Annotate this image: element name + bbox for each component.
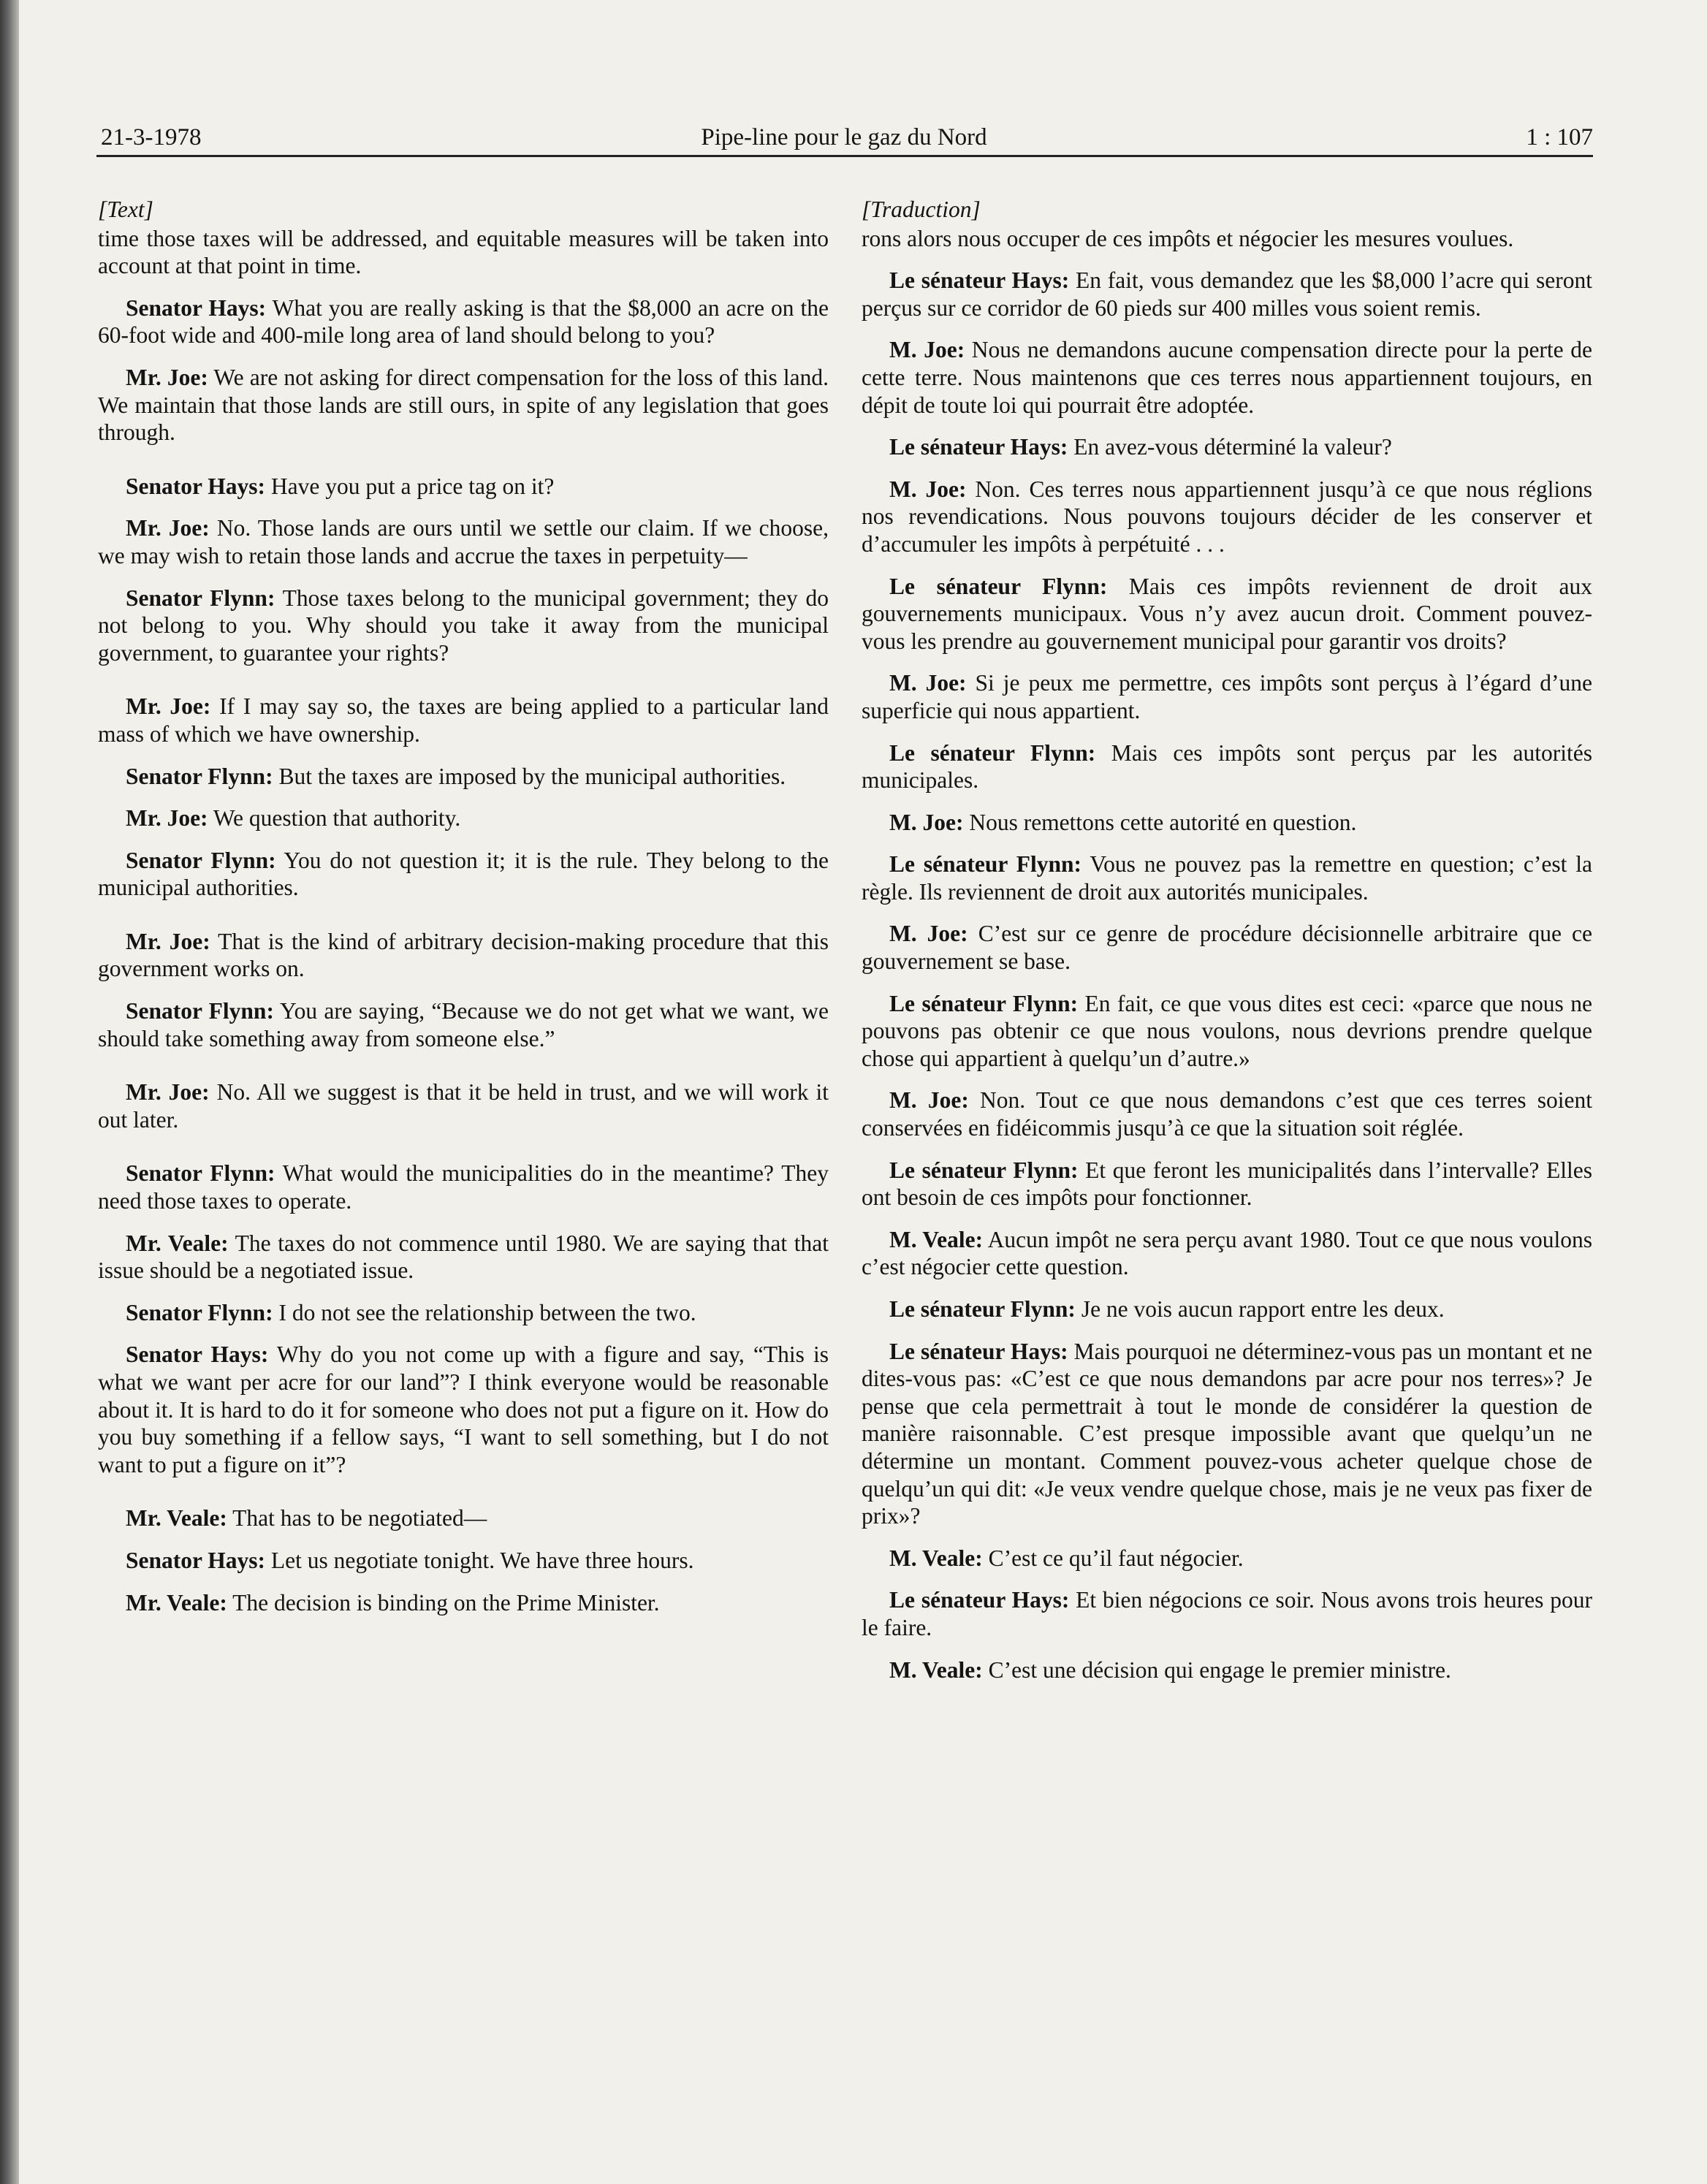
speaker-name: Senator Flynn: — [126, 1160, 275, 1187]
english-column — [98, 196, 829, 1631]
speaker-name: Mr. Joe: — [126, 1079, 210, 1106]
speech-text: We are not asking for direct compensation for the loss of this land. We maintain that those lands are still ours, in spite of any legislation that goes through. — [98, 364, 829, 446]
speaker-name: Senator Flynn: — [126, 847, 276, 873]
speech-text: En avez-vous déterminé la valeur? — [1068, 434, 1392, 460]
speech-paragraph — [98, 364, 829, 446]
speaker-name: Senator Hays: — [126, 1547, 266, 1573]
speaker-name: Mr. Veale: — [126, 1230, 229, 1256]
speech-paragraph — [98, 1230, 829, 1285]
speech-text: Et que feront les municipalités dans l’intervalle? Elles ont besoin de ces impôts pour fonctionner. — [862, 1157, 1592, 1211]
speaker-name: M. Joe: — [889, 809, 964, 835]
header-rule — [96, 155, 1593, 157]
speech-text: Nous remettons cette autorité en question. — [963, 809, 1357, 835]
speech-text: That has to be negotiated— — [227, 1505, 487, 1532]
language-label-text: Traduction — [870, 197, 972, 222]
speech-paragraph — [862, 920, 1592, 975]
speaker-name: Le sénateur Flynn: — [889, 851, 1082, 878]
speaker-name: M. Joe: — [889, 670, 967, 696]
speech-paragraph — [98, 847, 829, 902]
speaker-name: Le sénateur Hays: — [889, 434, 1068, 460]
speech-text: C’est sur ce genre de procédure décisionnelle arbitraire que ce gouvernement se base. — [862, 921, 1592, 975]
speech-text: Je ne vois aucun rapport entre les deux. — [1075, 1296, 1445, 1322]
speaker-name: Senator Flynn: — [126, 1299, 273, 1325]
speech-text: Aucun impôt ne sera perçu avant 1980. Tout ce que nous voulons c’est négocier cette question. — [862, 1226, 1592, 1280]
speaker-name: M. Joe: — [889, 337, 965, 363]
speech-paragraph — [862, 1545, 1592, 1572]
speech-paragraph — [862, 990, 1592, 1073]
speech-text: No. Those lands are ours until we settle our claim. If we choose, we may wish to retain those lands and accrue the taxes in perpetuity— — [98, 515, 829, 568]
language-label: [Traduction] — [862, 197, 981, 222]
speech-text: Non. Tout ce que nous demandons c’est que ces terres soient conservées en fidéicommis jusqu’à ce que la situation soit réglée. — [862, 1087, 1592, 1141]
language-label: [Text] — [98, 197, 153, 222]
speech-text: No. All we suggest is that it be held in trust, and we will work it out later. — [98, 1079, 829, 1133]
speech-paragraph — [98, 1078, 829, 1133]
speech-paragraph — [862, 573, 1592, 655]
speaker-name: M. Joe: — [889, 476, 967, 502]
speaker-name: Le sénateur Flynn: — [889, 1157, 1079, 1183]
speaker-name: Le sénateur Flynn: — [889, 573, 1108, 599]
speaker-name: Senator Hays: — [126, 473, 266, 499]
speech-paragraph — [98, 294, 829, 349]
speech-paragraph — [862, 1157, 1592, 1211]
speaker-name: Senator Hays: — [126, 1342, 269, 1368]
speaker-name: Senator Flynn: — [126, 763, 273, 789]
speech-text: That is the kind of arbitrary decision-making procedure that this government works on. — [98, 928, 829, 982]
speech-text: What would the municipalities do in the meantime? They need those taxes to operate. — [98, 1160, 829, 1214]
speech-paragraph — [862, 669, 1592, 724]
speech-paragraph — [98, 514, 829, 569]
speech-paragraph — [98, 1504, 829, 1532]
speaker-name: Mr. Joe: — [126, 515, 210, 541]
speech-paragraph — [98, 928, 829, 983]
page-header — [95, 117, 1593, 161]
speech-text: Mais ces impôts sont perçus par les autorités municipales. — [862, 739, 1592, 794]
speech-paragraph — [862, 1338, 1592, 1530]
speaker-name: Mr. Joe: — [126, 693, 211, 720]
speech-paragraph — [862, 1226, 1592, 1281]
speaker-name: M. Veale: — [889, 1226, 984, 1252]
speech-text: En fait, ce que vous dites est ceci: «parce que nous ne pouvons pas obtenir ce que nous voulons, nous devrions prendre quelque chose qui appartient à quelqu’un d’autre.» — [862, 990, 1592, 1071]
speaker-name: M. Joe: — [889, 921, 968, 947]
speech-paragraph — [98, 763, 829, 791]
header-title: Pipe-line pour le gaz du Nord — [701, 124, 987, 151]
speech-paragraph — [98, 997, 829, 1052]
speech-paragraph — [98, 1589, 829, 1617]
speech-paragraph — [862, 1586, 1592, 1641]
speech-paragraph — [862, 267, 1592, 321]
speaker-name: Le sénateur Hays: — [889, 1587, 1070, 1613]
speech-paragraph — [98, 804, 829, 832]
speech-paragraph — [862, 1656, 1592, 1684]
speech-text: En fait, vous demandez que les $8,000 l’acre qui seront perçus sur ce corridor de 60 pieds sur 400 milles vous soient remis. — [862, 267, 1593, 321]
speech-text: Et bien négocions ce soir. Nous avons trois heures pour le faire. — [862, 1587, 1593, 1640]
speech-text: Mais pourquoi ne déterminez-vous pas un montant et ne dites-vous pas: «C’est ce que nous demandons par acre pour nos terres»? Je pense que cela permettrait à tout le monde de considérer la question de manière raisonnable. C’est presque impossible avant que quelqu’un ne détermine un montant. Comment pouvez-vous acheter quelque chose de quelqu’un qui dit: «Je veux vendre quelque chose, mais je ne veux pas fixer de prix»? — [862, 1338, 1592, 1529]
speech-paragraph — [862, 1295, 1592, 1323]
speaker-name: Mr. Joe: — [126, 364, 208, 390]
speech-text: Mais ces impôts reviennent de droit aux gouvernements municipaux. Vous n’y avez aucun droit. Comment pouvez-vous les prendre au gouvernement municipal pour garantir vos droits? — [862, 573, 1592, 654]
speech-paragraph — [98, 473, 829, 501]
speech-paragraph — [98, 1341, 829, 1478]
speech-text: The taxes do not commence until 1980. We are saying that that issue should be a negotiated issue. — [98, 1230, 829, 1284]
header-date: 21-3-1978 — [101, 124, 202, 151]
speaker-name: Senator Flynn: — [126, 585, 275, 611]
speaker-name: M. Veale: — [889, 1656, 983, 1683]
speech-text: C’est ce qu’il faut négocier. — [982, 1545, 1244, 1571]
speaker-name: M. Veale: — [889, 1545, 983, 1571]
speaker-name: Mr. Veale: — [126, 1589, 227, 1616]
speech-paragraph — [862, 739, 1592, 794]
speech-text: I do not see the relationship between the two. — [273, 1299, 696, 1325]
speech-text: If I may say so, the taxes are being applied to a particular land mass of which we have ownership. — [98, 693, 829, 747]
speech-paragraph — [98, 585, 829, 667]
speech-text: But the taxes are imposed by the municipal authorities. — [273, 763, 786, 789]
speech-paragraph — [98, 693, 829, 747]
speech-paragraph — [862, 851, 1592, 905]
speech-paragraph — [862, 809, 1592, 837]
speaker-name: Mr. Joe: — [126, 928, 210, 954]
speaker-name: Senator Flynn: — [126, 998, 274, 1024]
speech-text: We question that authority. — [208, 805, 461, 832]
speech-paragraph — [862, 433, 1592, 461]
speech-paragraph — [862, 336, 1592, 419]
speech-text: Why do you not come up with a figure and say, “This is what we want per acre for our land”? I think everyone would be reasonable about it. It is hard to do it for someone who does not put a figure on it. How do you buy something if a fellow says, “I want to sell something, but I do not want to put a figure on it”? — [98, 1342, 829, 1477]
speech-text: You do not question it; it is the rule. They belong to the municipal authorities. — [98, 847, 829, 901]
speaker-name: Senator Hays: — [126, 294, 267, 321]
speech-text: Nous ne demandons aucune compensation directe pour la perte de cette terre. Nous maintenons que ces terres nous appartiennent toujours, en dépit de toute loi qui pourrait être adoptée. — [862, 337, 1592, 418]
continued-paragraph: time those taxes will be addressed, and equitable measures will be taken into account at that point in time. — [98, 225, 829, 279]
speaker-name: Le sénateur Hays: — [889, 1338, 1068, 1364]
speech-paragraph — [98, 1299, 829, 1327]
speech-paragraph — [862, 1087, 1592, 1141]
speaker-name: Mr. Joe: — [126, 805, 208, 832]
speaker-name: Le sénateur Flynn: — [889, 1296, 1076, 1322]
speaker-name: Le sénateur Flynn: — [889, 990, 1079, 1016]
language-label-text: Text — [107, 197, 145, 222]
speech-text: What you are really asking is that the $8,000 an acre on the 60-foot wide and 400-mile long area of land should belong to you? — [98, 294, 829, 349]
speech-paragraph — [862, 476, 1592, 558]
speech-text: C’est une décision qui engage le premier ministre. — [982, 1656, 1451, 1683]
continued-paragraph: rons alors nous occuper de ces impôts et négocier les mesures voulues. — [862, 225, 1514, 251]
speaker-name: M. Joe: — [889, 1087, 969, 1114]
speech-text: The decision is binding on the Prime Minister. — [227, 1589, 660, 1616]
speech-text: Let us negotiate tonight. We have three hours. — [265, 1547, 694, 1573]
book-spine-shadow — [0, 0, 19, 2184]
speech-text: Have you put a price tag on it? — [265, 473, 555, 499]
speaker-name: Mr. Veale: — [126, 1505, 227, 1532]
speech-text: You are saying, “Because we do not get what we want, we should take something away from someone else.” — [98, 998, 829, 1051]
speech-paragraph — [98, 1547, 829, 1575]
header-page-number: 1 : 107 — [1526, 124, 1593, 151]
speech-text: Vous ne pouvez pas la remettre en question; c’est la règle. Ils reviennent de droit aux autorités municipales. — [862, 851, 1592, 905]
speech-text: Si je peux me permettre, ces impôts sont perçus à l’égard d’une superficie qui nous appartient. — [862, 670, 1593, 723]
speaker-name: Le sénateur Hays: — [889, 267, 1070, 294]
speech-text: Non. Ces terres nous appartiennent jusqu’à ce que nous réglions nos revendications. Nous pouvons toujours décider de les conserver et d’accumuler les impôts à perpétuité . . . — [862, 476, 1593, 557]
speech-text: Those taxes belong to the municipal government; they do not belong to you. Why should you take it away from the municipal government, to guarantee your rights? — [98, 585, 829, 666]
speech-paragraph — [98, 1160, 829, 1214]
french-column — [862, 196, 1592, 1698]
speaker-name: Le sénateur Flynn: — [889, 739, 1096, 766]
